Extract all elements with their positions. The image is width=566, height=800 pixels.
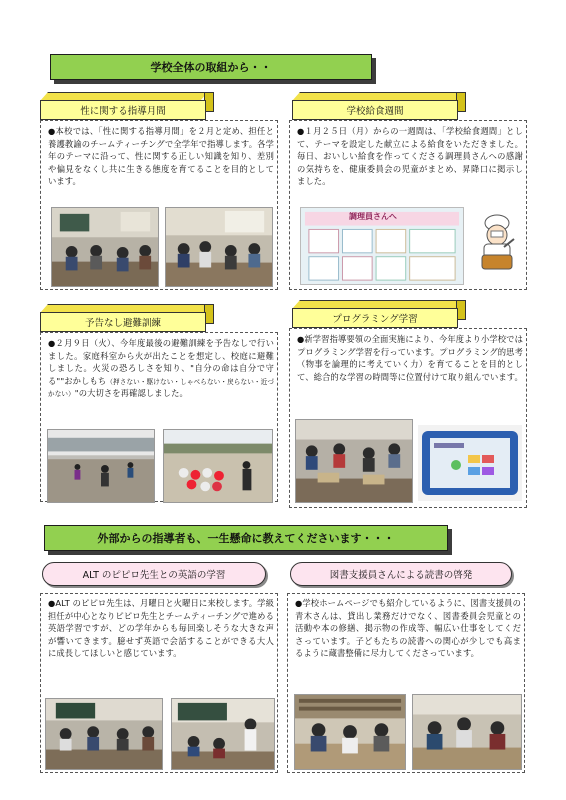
content-box-alt (40, 593, 278, 773)
body-text: ●新学習指導要領の全面実施により、今年度より小学校ではプログラミング学習を行っています。プログラミング的思考（物事を論理的に考えていく力）を育てることを目的として、総合的な学習の時間等に位置付けて取り組んでいます。 (297, 334, 523, 382)
section-header-lunch (292, 92, 466, 120)
body-text: ●ALT のピピロ先生は、月曜日と火曜日に来校します。学級担任が中心となりピピロ先生とチームティーチングで進める英語学習ですが、どの学年からも毎回楽しそうな大きな声が響いてきます。臆せず英語で会話することができる大人に成長してほしいと感じています。 (48, 598, 274, 659)
photo-class-lesson-1 (51, 207, 159, 287)
body-text: ●２月９日（火）、今年度最後の避難訓練を予告なしで行いました。家庭科室から火が出たことを想定し、校庭に避難しました。火災の恐ろしさを知り、"自分の命は自分で守る""おかしもち（押さない・駆けない・しゃべらない・戻らない・近づかない）"の大切さを再確認しました。 (48, 338, 275, 399)
section-header-alt (42, 562, 266, 586)
content-box-lunch (289, 120, 527, 290)
content-box-sex-ed (40, 120, 278, 290)
body-text: ●学校ホームページでも紹介しているように、図書支援員の青木さんは、貸出し業務だけでなく、図書委員会児童との活動や本の修繕、掲示物の作成等、幅広い仕事をしてくださっています。子どもたちの読書への関心が少しでも高まるように蔵書整備に尽力してくださっています。 (295, 598, 521, 659)
cook-illustration (474, 213, 520, 275)
section-header-library (290, 562, 512, 586)
section-title: 学校給食週間 (292, 100, 458, 120)
section-title: プログラミング学習 (292, 308, 458, 328)
banner-title: 外部からの指導者も、一生懸命に教えてくださいます・・・ (97, 532, 395, 545)
section-title: ALT のピピロ先生との英語の学習 (82, 570, 226, 581)
body-text: ●本校では、「性に関する指導月間」を２月と定め、担任と養護教諭のチームティーチングで全学年で指導します。各学年のテーマに沿って、性に関する正しい知識を知り、差別や偏見をなくし共に生きる態度を育てることを目的としています。 (48, 126, 274, 187)
section-title: 図書支援員さんによる読書の啓発 (329, 570, 473, 581)
poster-label: 調理員さんへ (349, 212, 397, 221)
section-title: 性に関する指導月間 (40, 100, 206, 120)
photo-programming-class (295, 419, 413, 503)
section-header-sex-ed (40, 92, 214, 120)
section-banner-middle (44, 525, 448, 551)
section-header-drill (40, 304, 214, 332)
photo-evacuation-ground (163, 429, 273, 503)
section-title: 予告なし避難訓練 (40, 312, 206, 332)
content-box-library (287, 593, 525, 773)
photo-thank-you-poster (300, 207, 464, 285)
banner-title: 学校全体の取組から・・ (150, 61, 272, 74)
photo-library-activity-2 (412, 694, 522, 770)
content-box-programming (289, 328, 527, 508)
section-header-programming (292, 300, 466, 328)
photo-english-class-2 (171, 698, 275, 770)
section-banner-top (50, 54, 372, 80)
photo-library-activity-1 (294, 694, 406, 770)
photo-english-class-1 (45, 698, 163, 770)
photo-evacuation-run (47, 429, 155, 503)
photo-tablet-screen (418, 425, 522, 501)
content-box-drill (40, 332, 278, 502)
photo-class-lesson-2 (165, 207, 273, 287)
body-text: ●１月２５日（月）からの一週間は、「学校給食週間」として、テーマを設定した献立による給食をいただきました。毎日、おいしい給食を作ってくださる調理員さんへの感謝の気持ちを、健康委員会の児童がまとめ、昇降口に掲示しました。 (297, 126, 523, 187)
